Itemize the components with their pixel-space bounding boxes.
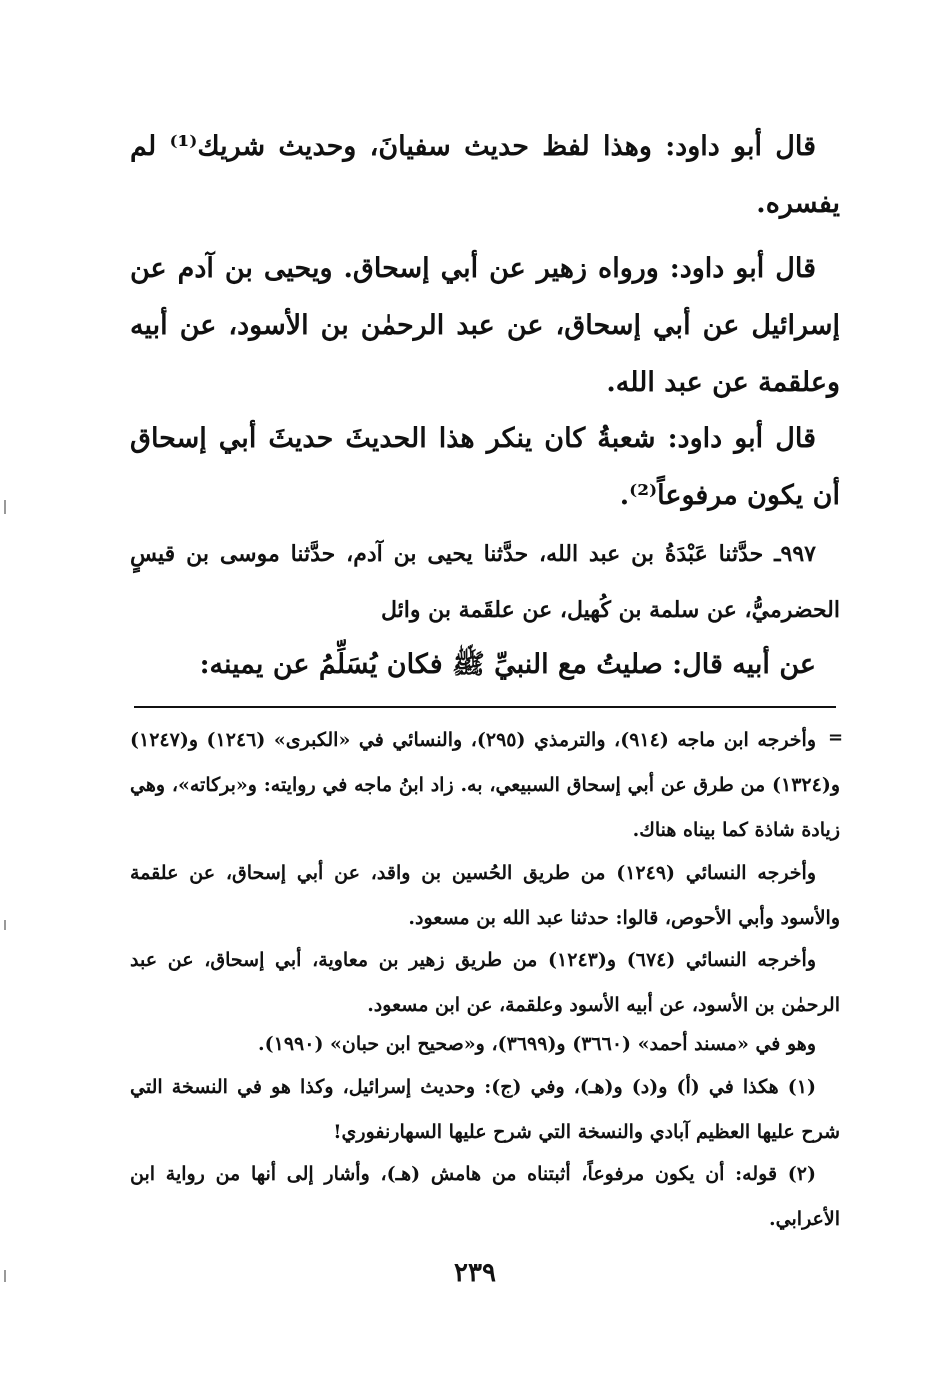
hadith-997-intro: ٩٩٧ـ حدَّثنا عَبْدَةُ بن عبد الله، حدَّثنا يحيى بن آدم، حدَّثنا موسى بن قيسٍ الحضرميُّ، عن سلمة بن كُهيل، عن علقَمة بن وائل	[130, 541, 840, 623]
footnote-takhrij-4: وهو في «مسند أحمد» (٣٦٦٠) و(٣٦٩٩)، و«صحيح ابن حبان» (١٩٩٠).	[258, 1033, 816, 1055]
footnote-continuation-mark: =	[828, 727, 844, 748]
footnote-note-2: (٢) قوله: أن يكون مرفوعاً، أثبتناه من هامش (هـ)، وأشار إلى أنها من رواية ابن الأعرابي.	[130, 1163, 840, 1230]
main-paragraph-2: قال أبو داود: ورواه زهير عن أبي إسحاق. ويحيى بن آدم عن إسرائيل عن أبي إسحاق، عن عبد الرحمٰن بن الأسود، عن أبيه وعلقمة عن عبد الله.	[130, 253, 840, 398]
main-paragraph-3: قال أبو داود: شعبةُ كان ينكر هذا الحديثَ حديثَ أبي إسحاق أن يكون مرفوعاً⁽²⁾.	[130, 423, 840, 511]
scan-edge-mark	[4, 920, 6, 930]
scan-edge-mark	[4, 1270, 6, 1282]
scan-edge-mark	[4, 500, 6, 514]
footnote-note-1: (١) هكذا في (أ) و(د) و(هـ)، وفي (ج): وحديث إسرائيل، وكذا هو في النسخة التي شرح عليها العظيم آبادي والنسخة التي شرح عليها السهارنفوري!	[130, 1076, 840, 1143]
hadith-997-continuation: عن أبيه قال: صليتُ مع النبيِّ ﷺ فكان يُسَلِّمُ عن يمينه:	[199, 649, 816, 680]
page-number: ٢٣٩	[454, 1258, 496, 1288]
footnote-separator	[134, 706, 836, 708]
main-paragraph-1: قال أبو داود: وهذا لفظ حديث سفيانَ، وحديث شريك⁽¹⁾ لم يفسره.	[130, 131, 840, 219]
footnote-takhrij-2: وأخرجه النسائي (١٢٤٩) من طريق الحُسين بن واقد، عن أبي إسحاق، عن علقمة والأسود وأبي الأحوص، قالوا: حدثنا عبد الله بن مسعود.	[130, 862, 840, 929]
footnote-takhrij-3: وأخرجه النسائي (٦٧٤) و(١٢٤٣) من طريق زهير بن معاوية، أبي إسحاق، عن عبد الرحمٰن بن الأسود، عن أبيه الأسود وعلقمة، عن ابن مسعود.	[130, 949, 840, 1016]
footnote-takhrij-1: وأخرجه ابن ماجه (٩١٤)، والترمذي (٢٩٥)، والنسائي في «الكبرى» (١٢٤٦) و(١٢٤٧) و(١٣٢٤) من طرق عن أبي إسحاق السبيعي، به. زاد ابنُ ماجه في روايته: و«بركاته»، وهي زيادة شاذة كما بيناه هناك.	[130, 729, 840, 841]
